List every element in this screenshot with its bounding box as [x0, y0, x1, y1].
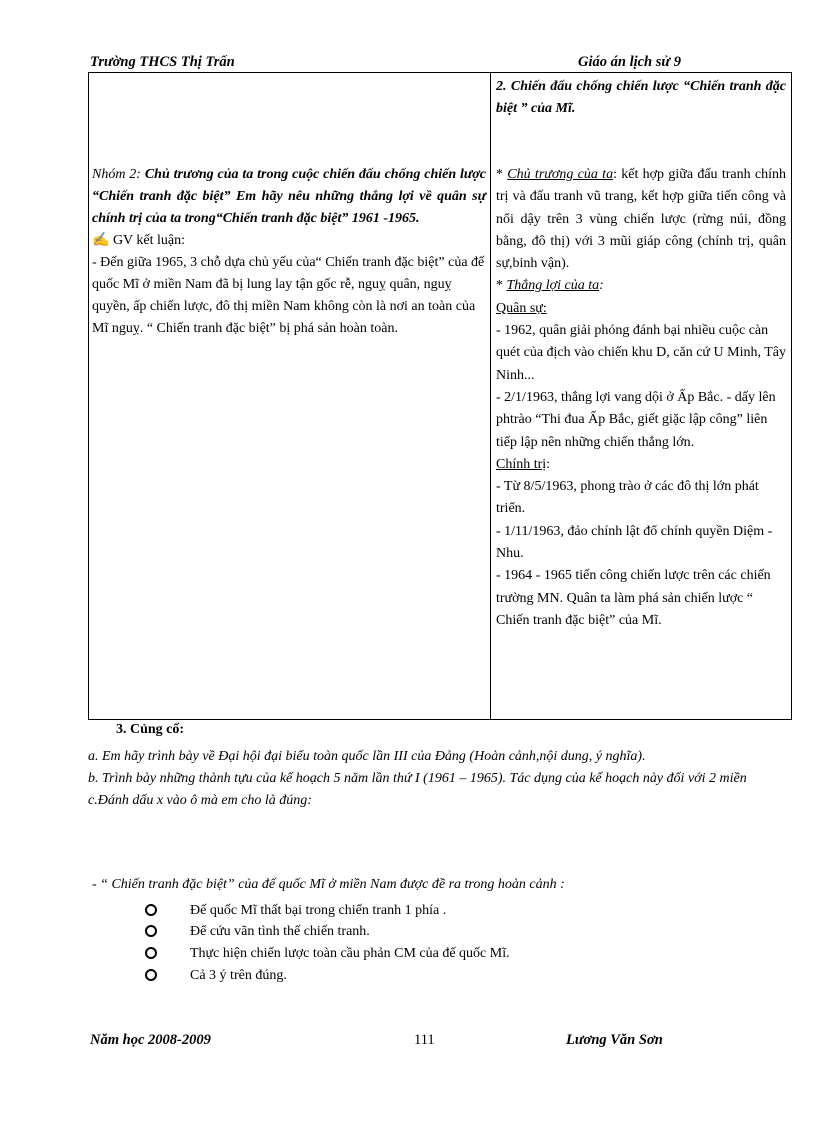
military-item: - 1962, quân giải phóng đánh bại nhiều cuộc càn quét của địch vào chiến khu D, căn cứ U Minh, Tây Ninh... [496, 323, 786, 383]
quiz-prompt: - “ Chiến tranh đặc biệt” của đế quốc Mĩ ở miền Nam được đề ra trong hoàn cảnh : [92, 877, 565, 892]
political-item: - Từ 8/5/1963, phong trào ở các đô thị lớn phát triển. [496, 479, 759, 517]
military-item: - 2/1/1963, thắng lợi vang dội ở Ấp Bắc. - dấy lên phtrào “Thi đua Ấp Bắc, giết giặc lập công” liên tiếp lập nên những chiến thắng lớn. [496, 389, 776, 450]
page-number: 111 [414, 1032, 435, 1048]
right-section-heading: 2. Chiến đấu chống chiến lược “Chiến tranh đặc biệt ” của Mĩ. [496, 79, 786, 117]
group-question-text: Chủ trương của ta trong cuộc chiến đấu chống chiến lược “Chiến tranh đặc biệt” Em hãy nêu những thắng lợi về quân sự chính trị của ta trong“Chiến tranh đặc biệt” 1961 -1965. [92, 167, 486, 226]
quiz-option-label: Để cứu vãn tình thế chiến tranh. [190, 924, 370, 939]
radio-circle-icon[interactable] [145, 969, 157, 981]
policy-paragraph [496, 164, 786, 275]
radio-circle-icon[interactable] [145, 947, 157, 959]
victory-heading [496, 275, 786, 297]
military-label: Quân sự: [496, 300, 547, 316]
victory-prefix: * [496, 278, 507, 294]
victory-suffix: : [599, 278, 604, 294]
footer-author: Lương Văn Sơn [566, 1032, 663, 1048]
consolidation-title: 3. Củng cố: [116, 722, 185, 737]
radio-circle-icon[interactable] [145, 904, 157, 916]
quiz-option-label: Thực hiện chiến lược toàn cầu phản CM của đế quốc Mĩ. [190, 946, 510, 961]
group-question [92, 164, 486, 230]
gv-conclusion [92, 230, 486, 252]
consolidation-questions [88, 746, 790, 812]
political-suffix: : [546, 456, 551, 472]
right-column [496, 164, 786, 632]
radio-circle-icon[interactable] [145, 925, 157, 937]
left-column [92, 164, 486, 340]
political-item: - 1964 - 1965 tiến công chiến lược trên các chiến trường MN. Quân ta làm phá sản chiến lược “ Chiến tranh đặc biệt” của Mĩ. [496, 568, 771, 628]
policy-label: Chủ trương của ta [507, 167, 614, 182]
question-c: c.Đánh dấu x vào ô mà em cho là đúng: [88, 793, 312, 808]
header-subject: Giáo án lịch sử 9 [578, 54, 681, 70]
political-label: Chính trị [496, 456, 547, 472]
table-column-divider [490, 73, 491, 720]
group-label: Nhóm 2: [92, 167, 141, 182]
political-heading [496, 454, 786, 476]
gv-conclusion-label: GV kết luận: [112, 233, 186, 248]
question-b: b. Trình bày những thành tựu của kế hoạch 5 năm lần thứ I (1961 – 1965). Tác dụng của kế hoạch này đối với 2 miền [88, 771, 747, 786]
header-school: Trường THCS Thị Trấn [90, 54, 235, 70]
footer-year: Năm học 2008-2009 [90, 1032, 211, 1048]
quiz-option-label: Cả 3 ý trên đúng. [190, 968, 287, 983]
quiz-option-label: Đế quốc Mĩ thất bại trong chiến tranh 1 phía . [190, 903, 447, 918]
victory-label: Thắng lợi của ta [506, 278, 600, 294]
policy-text: : kết hợp giữa đấu tranh chính trị và đấu tranh vũ trang, kết hợp giữa tiến công và nổi dậy trên 3 vùng chiến lược (rừng núi, đồng bằng, đô thị) với 3 mũi giáp công (chính trị, quân sự,binh vận). [496, 167, 787, 272]
question-a: a. Em hãy trình bày về Đại hội đại biểu toàn quốc lần III của Đảng (Hoàn cảnh,nội dung, ý nghĩa). [88, 749, 646, 764]
pen-icon: ✍ [92, 233, 110, 248]
conclusion-text: - Đến giữa 1965, 3 chỗ dựa chủ yếu của“ Chiến tranh đặc biệt” của đế quốc Mĩ ở miền Nam đã bị lung lay tận gốc rễ, nguỵ quân, nguỵ quyền, ấp chiến lược, đô thị miền Nam không còn là nơi an toàn của Mĩ nguỵ. “ Chiến tranh đặc biệt” bị phá sản hoàn toàn. [92, 255, 485, 336]
political-item: - 1/11/1963, đảo chính lật đổ chính quyền Diệm - Nhu. [496, 523, 773, 562]
policy-prefix: * [496, 167, 508, 182]
